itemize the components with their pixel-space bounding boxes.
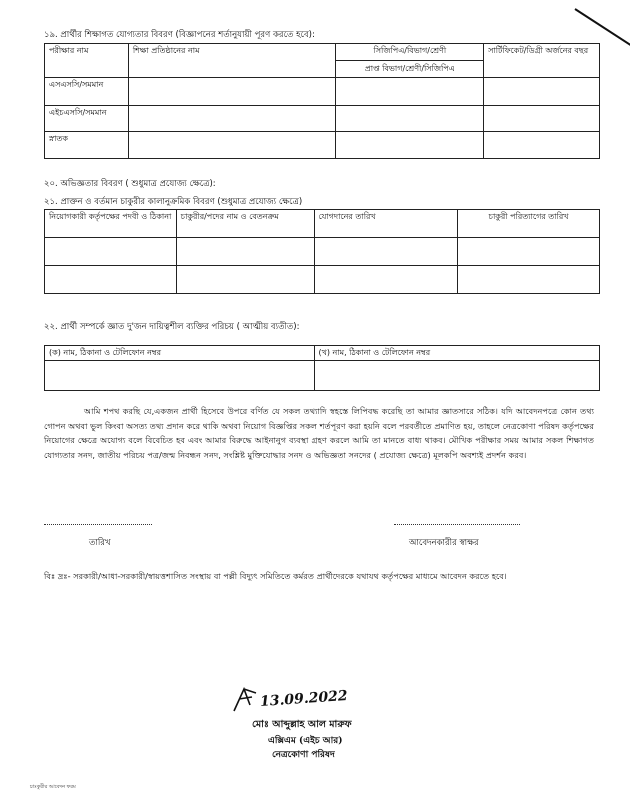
- table-header-row: [45, 44, 600, 78]
- footer-text: চাঃকুরীর আবেদন ফরম: [30, 784, 76, 790]
- header-employer: নিয়োগকারী কর্তৃপক্ষের পদবী ও ঠিকানা: [45, 210, 177, 238]
- declaration-text: আমি শপথ করছি যে,একজন প্রার্থী হিসেবে উপরে বর্ণিত যে সকল তথ্যাদি স্বহস্তে লিপিবদ্ধ করেছি তা আমার জ্ঞাতসারে সঠিক। যদি আবেদনপত্রে কোন তথ্য গোপন অথবা ভুল কিংবা অসত্য তথ্য প্রদান করে থাকি অথবা নিয়োগ বিজ্ঞপ্তির সকল শর্তপূরণ করা হয়নি বলে পরবর্তীতে প্রমাণিত হয়, তাহলে নেত্রকোণা পরিষদ কর্তৃপক্ষের নিয়োগের ক্ষেত্রে অযোগ্য বলে বিবেচিত হব এবং আমার বিরুদ্ধে আইনানুগ ব্যবস্থা গ্রহণ করলে আমি তা মানতে বাধ্য থাকব। মৌখিক পরীক্ষার সময় আমার সকল শিক্ষাগত যোগ্যতার সনদ, জাতীয় পরিচয় পত্র/জন্ম নিবন্ধন সনদ, সংশ্লিষ্ট মুক্তিযোদ্ধার সনদ ও অভিজ্ঞতা সনদের ( প্রযোজ্য ক্ষেত্রে) মূলকপি অবশ্যই প্রদর্শন করব।: [44, 406, 594, 460]
- row-label: এইচএসসি/সমমান: [45, 106, 129, 132]
- employment-table: [44, 209, 600, 294]
- table-row: [45, 361, 600, 391]
- section-19-heading: ১৯. প্রার্থীর শিক্ষাগত যোগ্যতার বিবরণ (বিজ্ঞাপনের শর্তানুযায়ী পূরণ করতে হবে):: [44, 30, 315, 40]
- table-header-row: [45, 210, 600, 238]
- header-leave: চাকুরী পরিত্যাগের তারিখ: [458, 210, 600, 238]
- education-table: [44, 43, 600, 159]
- row-label: এসএসসি/সমমান: [45, 78, 129, 106]
- header-reference-b: (খ) নাম, ঠিকানা ও টেলিফোন নম্বর: [314, 346, 599, 361]
- stamp-organization: নেত্রকোণা পরিষদ: [272, 750, 335, 760]
- table-header-row: [45, 346, 600, 361]
- declaration-paragraph: [44, 404, 594, 462]
- table-row: [45, 266, 600, 294]
- table-row: [45, 78, 600, 106]
- table-row: [45, 238, 600, 266]
- header-year: সার্টিফিকেট/ডিগ্রী অর্জনের বছর: [484, 44, 600, 78]
- signature-dotted-line: [394, 524, 520, 525]
- section-21-heading: ২১. প্রাক্তন ও বর্তমান চাকুরীর কালানুক্রমিক বিবরণ (শুধুমাত্র প্রযোজ্য ক্ষেত্রে): [44, 197, 303, 207]
- row-label: স্নাতক: [45, 132, 129, 159]
- section-22-heading: ২২. প্রার্থী সম্পর্কে জ্ঞাত দু'জন দায়িত্বশীল ব্যক্তির পরিচয় ( আত্মীয় ব্যতীত):: [44, 322, 300, 332]
- header-join: যোগদানের তারিখ: [314, 210, 458, 238]
- stamp-designation: এক্সিএম (এইচ আর): [268, 736, 343, 746]
- stamp-date: 13.09.2022: [259, 687, 349, 711]
- header-gpa: [336, 44, 484, 78]
- section-20-heading: ২০. অভিজ্ঞতার বিবরণ ( শুধুমাত্র প্রযোজ্য ক্ষেত্রে):: [44, 179, 216, 189]
- header-institution: শিক্ষা প্রতিষ্ঠানের নাম: [128, 44, 336, 78]
- stamp-officer-name: মোঃ আব্দুল্লাহ আল মারুফ: [252, 719, 352, 730]
- date-dotted-line: [44, 524, 152, 525]
- header-gpa-sub: প্রাপ্ত বিভাগ/শ্রেণী/সিজিপিএ: [364, 64, 455, 73]
- applicant-signature-label: আবেদনকারীর স্বাক্ষর: [409, 538, 479, 548]
- references-table: [44, 345, 600, 391]
- header-post: চাকুরীর/পদের নাম ও বেতনক্রম: [176, 210, 314, 238]
- header-exam: পরীক্ষার নাম: [45, 44, 129, 78]
- date-label: তারিখ: [89, 538, 111, 548]
- header-gpa-main: সিজিপিএ/বিভাগ/শ্রেণী: [336, 44, 483, 61]
- officer-stamp: [230, 685, 400, 765]
- table-row: [45, 106, 600, 132]
- table-row: [45, 132, 600, 159]
- header-reference-a: (ক) নাম, ঠিকানা ও টেলিফোন নম্বর: [45, 346, 315, 361]
- note-text: বিঃ দ্রঃ- সরকারী/আধা-সরকারী/স্বায়ত্তশাসিত সংস্থায় বা পল্লী বিদ্যুৎ সমিতিতে কর্মরত প্রার্থীদেরকে যথাযথ কর্তৃপক্ষের মাধ্যমে আবেদন করতে হবে।: [44, 571, 507, 581]
